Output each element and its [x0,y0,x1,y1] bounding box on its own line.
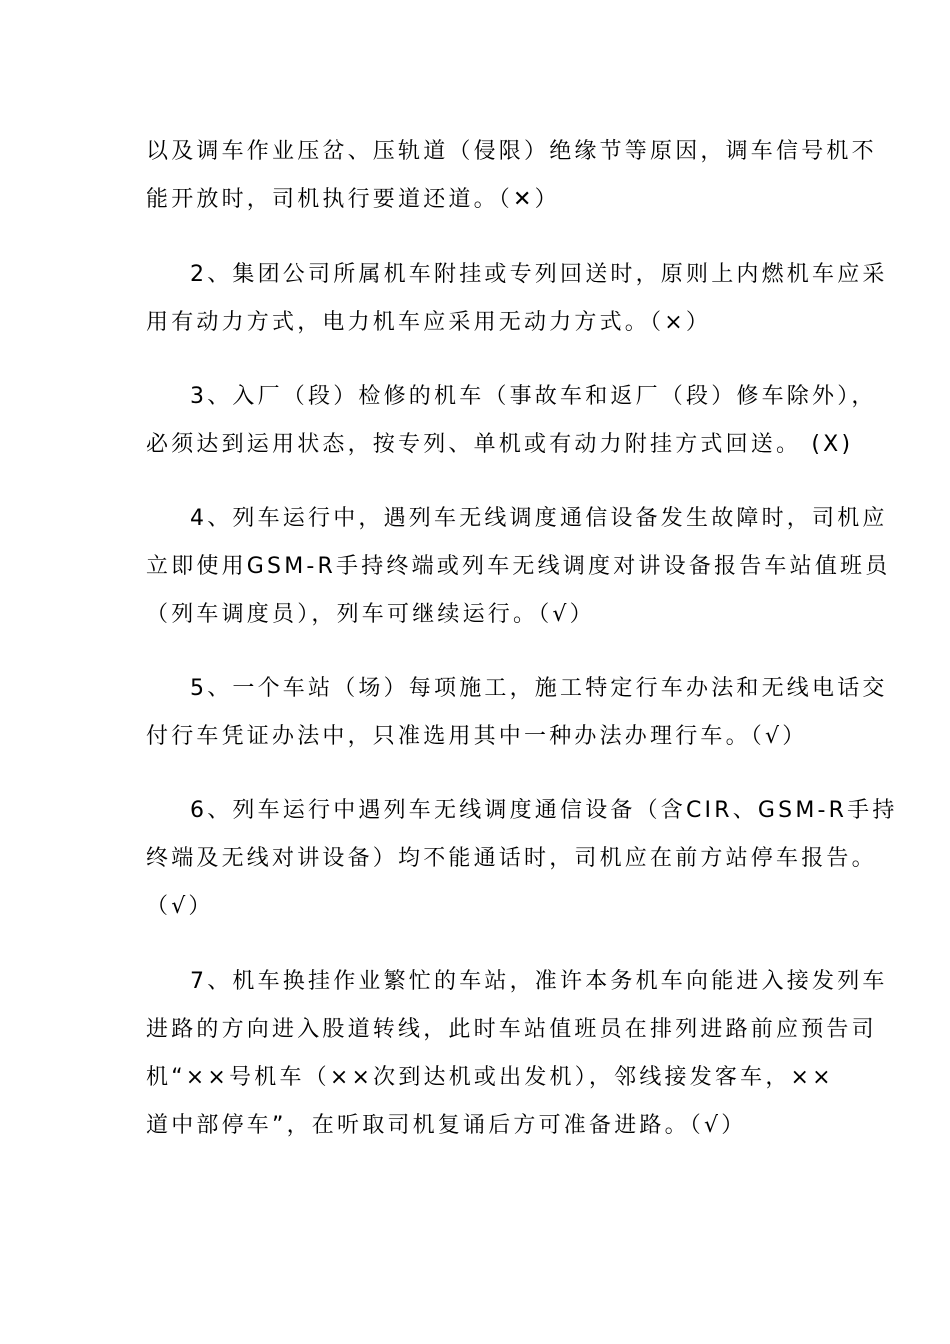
text-line: 6、列车运行中遇列车无线调度通信设备（含CIR、GSM-R手持 [190,798,898,823]
text-line: 2、集团公司所属机车附挂或专列回送时，原则上内燃机车应采 [190,262,888,287]
text-line: 3、入厂（段）检修的机车（事故车和返厂（段）修车除外）， [190,384,877,409]
text-line: （列车调度员），列车可继续运行。（√） [146,602,595,627]
text-line: 进路的方向进入股道转线，此时车站值班员在排列进路前应预告司 [146,1017,877,1042]
text-line: 道中部停车”，在听取司机复诵后方可准备进路。（√） [146,1113,747,1138]
text-line: 以及调车作业压岔、压轨道（侵限）绝缘节等原因，调车信号机不 [146,139,877,164]
text-line: 付行车凭证办法中，只准选用其中一种办法办理行车。（√） [146,724,808,749]
text-line: 必须达到运用状态，按专列、单机或有动力附挂方式回送。 (X) [146,432,854,457]
text-line: 终端及无线对讲设备）均不能通话时，司机应在前方站停车报告。 [146,846,877,871]
text-line: 用有动力方式，电力机车应采用无动力方式。（×） [146,310,712,335]
text-line: 7、机车换挂作业繁忙的车站，准许本务机车向能进入接发列车 [190,969,888,994]
text-line: 机“××号机车（××次到达机或出发机），邻线接发客车，×× [146,1065,834,1090]
text-line: （√） [146,894,214,919]
text-line: 能开放时，司机执行要道还道。（✕） [146,187,560,212]
text-line: 4、列车运行中，遇列车无线调度通信设备发生故障时，司机应 [190,506,888,531]
text-line: 立即使用GSM-R手持终端或列车无线调度对讲设备报告车站值班员 [146,554,891,579]
text-line: 5、一个车站（场）每项施工，施工特定行车办法和无线电话交 [190,676,888,701]
